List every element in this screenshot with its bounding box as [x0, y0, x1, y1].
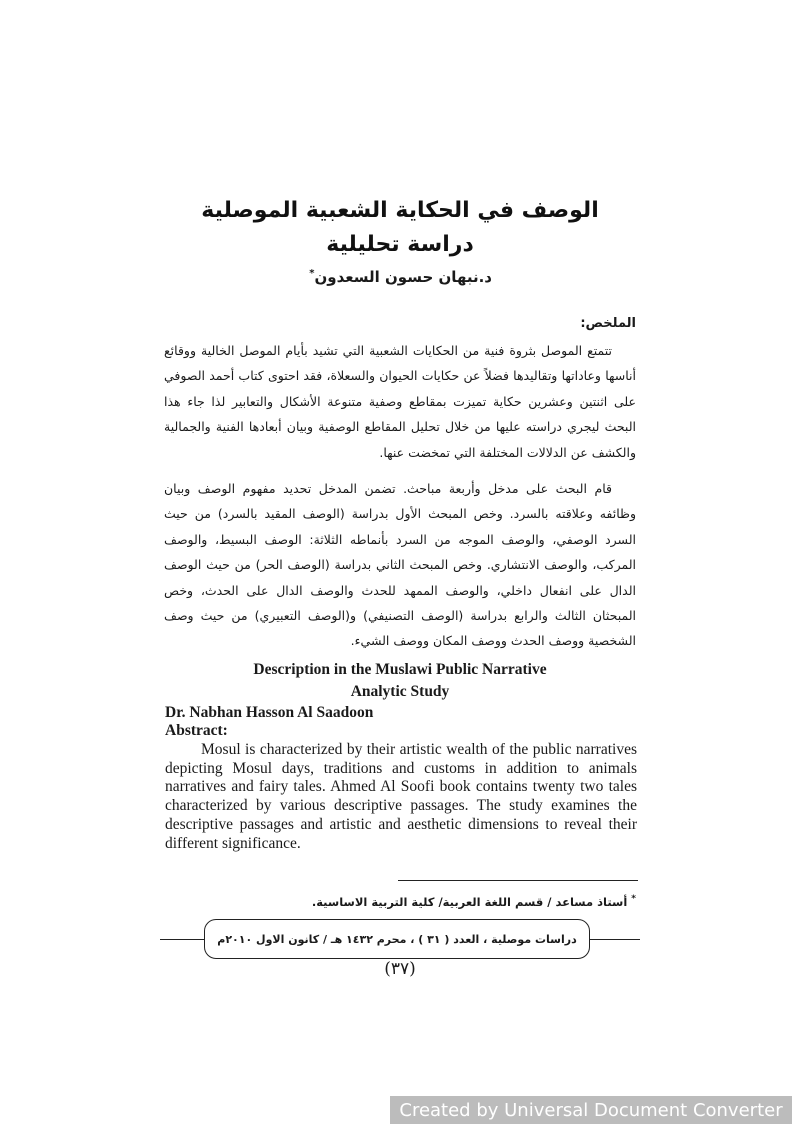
footnote-text: أستاذ مساعد / قسم اللغة العربية/ كلية التربية الاساسية.: [311, 894, 628, 909]
arabic-abstract-paragraph-2: قام البحث على مدخل وأربعة مباحث. تضمن المدخل تحديد مفهوم الوصف وبيان وظائفه وعلاقته بالسرد. وخص المبحث الأول بدراسة (الوصف المقيد بالسرد) من حيث السرد الوصفي، والوصف الموجه من السرد بأنماطه الثلاثة: الوصف البسيط، والوصف المركب، والوصف الانتشاري. وخص المبحث الثاني بدراسة (الوصف الحر) من حيث الوصف الدال على انفعال داخلي، والوصف الممهد للحدث والوصف الدال على الحدث، وخص المبحثان الثالث والرابع بدراسة (الوصف التصنيفي) و(الوصف التعبيري) من حيث وصف الشخصية ووصف الحدث ووصف المكان ووصف الشيء.: [164, 481, 636, 649]
footnote-divider: [398, 880, 638, 881]
english-abstract-label: Abstract:: [165, 722, 228, 739]
arabic-abstract-paragraph-1: تتمتع الموصل بثروة فنية من الحكايات الشعبية التي تشيد بأيام الموصل الخالية ووقائع أناسها وعاداتها وتقاليدها فضلاً عن حكايات الحيوان والسعلاة، فقد احتوى كتاب أحمد الصوفي على اثنتين وعشرين حكاية تميزت بمقاطع وصفية متنوعة الأشكال والتعابير لذا جاء هذا البحث ليجري دراسته عليها من خلال تحليل المقاطع الوصفية وبيان أبعادها الفنية والجمالية والكشف عن الدلالات المختلفة التي تمخضت عنها.: [164, 343, 636, 460]
arabic-author-name: د.نبهان حسون السعدون: [314, 268, 492, 286]
page-number: (٣٧): [384, 959, 416, 979]
converter-watermark: Created by Universal Document Converter: [390, 1096, 792, 1124]
arabic-title-line-2: دراسة تحليلية: [326, 232, 474, 257]
english-author: Dr. Nabhan Hasson Al Saadoon: [165, 704, 374, 721]
arabic-abstract-label: الملخص:: [580, 316, 636, 331]
journal-rule-left: [160, 939, 204, 940]
journal-info-box: [204, 919, 590, 959]
author-footnote-mark: *: [309, 268, 315, 279]
english-title-line-1: Description in the Muslawi Public Narrative: [253, 661, 547, 678]
footnote: [312, 894, 636, 909]
english-abstract-paragraph: Mosul is characterized by their artistic wealth of the public narratives depicting Mosul days, traditions and customs in addition to animals narratives and fairy tales. Ahmed Al Soofi book contains twenty two tales characterized by various descriptive passages. The study examines the descriptive passages and artistic and aesthetic dimensions to reveal their different significance.: [165, 741, 637, 852]
arabic-author: [309, 268, 492, 286]
footnote-mark: *: [631, 894, 636, 904]
journal-info-text: دراسات موصلية ، العدد ( ٣١ ) ، محرم ١٤٣٢ هـ / كانون الاول ٢٠١٠م: [217, 932, 577, 946]
journal-rule-right: [590, 939, 640, 940]
english-title-line-2: Analytic Study: [350, 683, 450, 700]
arabic-title: [160, 194, 640, 262]
arabic-title-line-1: الوصف في الحكاية الشعبية الموصلية: [201, 198, 599, 223]
